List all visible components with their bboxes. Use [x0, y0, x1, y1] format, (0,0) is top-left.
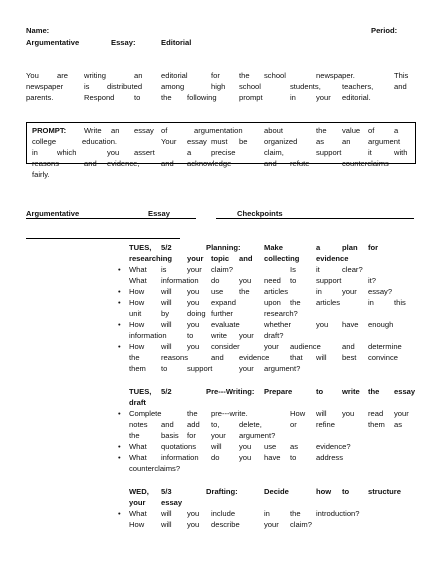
word: essay — [394, 387, 416, 396]
word: do — [211, 453, 220, 462]
header-rule-right — [216, 218, 414, 219]
word: Complete — [129, 409, 162, 418]
word: the — [161, 93, 172, 102]
word: essay? — [368, 287, 393, 296]
word: Your — [161, 137, 177, 146]
word: in — [290, 93, 296, 102]
word: quotations — [161, 442, 197, 451]
word: support — [316, 276, 342, 285]
word: high — [211, 82, 226, 91]
word: What — [129, 453, 147, 462]
word: students, — [290, 82, 321, 91]
word: and — [84, 159, 97, 168]
word: collecting — [264, 254, 300, 263]
word: argument? — [264, 364, 301, 373]
word: editorial — [161, 71, 188, 80]
word: information — [161, 453, 199, 462]
word: a — [187, 148, 192, 157]
word: distributed — [107, 82, 143, 91]
bullet-dot: • — [118, 287, 121, 296]
word: have — [264, 453, 281, 462]
word: organized — [264, 137, 298, 146]
word: acknowledge — [187, 159, 232, 168]
word: are — [57, 71, 68, 80]
word: describe — [211, 520, 240, 529]
word: as — [290, 442, 299, 451]
word: essay — [161, 498, 183, 507]
word: it? — [368, 276, 377, 285]
word: about — [264, 126, 284, 135]
word: read — [368, 409, 384, 418]
word: an — [342, 137, 351, 146]
word: you — [107, 148, 120, 157]
word: refute — [290, 159, 310, 168]
word: for — [211, 71, 220, 80]
word: further — [211, 309, 233, 318]
word: do — [211, 276, 220, 285]
word: articles — [264, 287, 289, 296]
word: you — [239, 442, 252, 451]
word: the — [290, 298, 301, 307]
word: editorial. — [342, 93, 371, 102]
word: argumentation — [194, 126, 243, 135]
word: support — [187, 364, 213, 373]
word: to — [187, 331, 194, 340]
word: an — [134, 71, 143, 80]
word: Drafting: — [206, 487, 238, 496]
bullet-line — [0, 465, 440, 476]
word: you — [187, 287, 200, 296]
word: have — [342, 320, 359, 329]
word: You — [26, 71, 39, 80]
word: and — [239, 254, 253, 263]
word: an — [111, 126, 120, 135]
word: fairly. — [32, 170, 50, 179]
word: the — [187, 409, 198, 418]
subtitle-word: Essay: — [111, 38, 136, 47]
word: of — [161, 126, 168, 135]
word: will — [161, 298, 172, 307]
word: it — [368, 148, 372, 157]
subtitle-word: Argumentative — [26, 38, 80, 47]
word: use — [211, 287, 224, 296]
word: information — [161, 276, 199, 285]
word: by — [161, 309, 170, 318]
prompt-line — [0, 160, 440, 171]
word: How — [129, 320, 145, 329]
word: to — [161, 364, 168, 373]
word: expand — [211, 298, 236, 307]
word: whether — [264, 320, 292, 329]
word: introduction? — [316, 509, 360, 518]
word: your — [264, 342, 279, 351]
word: you — [316, 320, 329, 329]
word: determine — [368, 342, 402, 351]
word: you — [187, 298, 200, 307]
word: to — [290, 453, 297, 462]
word: will — [161, 320, 172, 329]
word: your — [264, 520, 279, 529]
word: must — [211, 137, 228, 146]
word: this — [394, 298, 406, 307]
word: argument — [368, 137, 401, 146]
word: refine — [316, 420, 335, 429]
word: 5/2 — [161, 243, 172, 252]
word: following — [187, 93, 217, 102]
word: in — [316, 287, 322, 296]
bullet-dot: • — [118, 509, 121, 518]
word: your — [342, 287, 357, 296]
bullet-dot: • — [118, 265, 121, 274]
word: notes — [129, 420, 148, 429]
word: will — [211, 442, 222, 451]
bullet-dot: • — [118, 320, 121, 329]
bullet-dot: • — [118, 453, 121, 462]
word: add — [187, 420, 200, 429]
bullet-dot: • — [118, 342, 121, 351]
word: What — [129, 442, 147, 451]
word: precise — [211, 148, 236, 157]
word: audience — [290, 342, 321, 351]
word: enough — [368, 320, 394, 329]
word: Make — [264, 243, 283, 252]
checkpoints-title: Checkpoints — [237, 209, 283, 218]
word: your — [239, 364, 254, 373]
word: among — [161, 82, 185, 91]
word: Respond — [84, 93, 115, 102]
word: Is — [290, 265, 296, 274]
word: with — [394, 148, 408, 157]
word: to, — [211, 420, 220, 429]
word: argument? — [239, 431, 276, 440]
prompt-line — [0, 171, 440, 182]
word: it — [316, 265, 320, 274]
word: them — [368, 420, 385, 429]
word: newspaper — [26, 82, 64, 91]
word: include — [211, 509, 236, 518]
subtitle-word: Editorial — [161, 38, 192, 47]
word: your — [187, 265, 202, 274]
word: writing — [84, 71, 106, 80]
word: as — [394, 420, 403, 429]
prompt-label: PROMPT: — [32, 126, 67, 135]
word: research? — [264, 309, 298, 318]
word: counterclaims — [342, 159, 389, 168]
word: evidence — [239, 353, 270, 362]
word: of — [368, 126, 375, 135]
section-title — [0, 388, 440, 399]
word: you — [187, 520, 200, 529]
word: researching — [129, 254, 173, 263]
word: evidence? — [316, 442, 351, 451]
word: evidence, — [107, 159, 140, 168]
section-title — [0, 488, 440, 499]
word: assert — [134, 148, 155, 157]
word: What — [129, 509, 147, 518]
word: claim? — [290, 520, 312, 529]
word: you — [342, 409, 355, 418]
word: teachers, — [342, 82, 374, 91]
word: plan — [342, 243, 358, 252]
word: you — [239, 276, 252, 285]
word: counterclaims? — [129, 464, 181, 473]
word: that — [290, 353, 303, 362]
word: will — [161, 287, 172, 296]
word: how — [316, 487, 332, 496]
header-word: Essay — [148, 209, 170, 218]
checkpoints-header — [0, 210, 440, 221]
word: basis — [161, 431, 179, 440]
word: will — [316, 409, 327, 418]
word: How — [129, 520, 145, 529]
word: you — [187, 342, 200, 351]
header-rule-left — [26, 218, 196, 219]
word: clear? — [342, 265, 363, 274]
word: write — [211, 331, 228, 340]
word: What — [129, 265, 147, 274]
word: your — [316, 93, 331, 102]
word: to — [290, 276, 297, 285]
word: or — [290, 420, 297, 429]
word: you — [239, 453, 252, 462]
word: will — [161, 509, 172, 518]
word: address — [316, 453, 344, 462]
word: and — [161, 420, 174, 429]
word: to — [342, 487, 350, 496]
word: delete, — [239, 420, 262, 429]
word: 5/2 — [161, 387, 172, 396]
word: which — [57, 148, 77, 157]
word: evaluate — [211, 320, 240, 329]
word: WED, — [129, 487, 149, 496]
word: your — [239, 331, 254, 340]
word: in — [368, 298, 374, 307]
word: and — [394, 82, 407, 91]
bullet-line — [0, 365, 440, 376]
word: school — [239, 82, 261, 91]
word: What — [129, 276, 147, 285]
word: topic — [211, 254, 230, 263]
bullet-dot: • — [118, 298, 121, 307]
word: and — [264, 159, 277, 168]
section-rule — [26, 238, 180, 239]
word: best — [342, 353, 357, 362]
word: a — [316, 243, 321, 252]
word: your — [129, 498, 146, 507]
word: claim? — [211, 265, 233, 274]
word: as — [316, 137, 325, 146]
word: draft? — [264, 331, 284, 340]
bullet-line — [0, 443, 440, 454]
word: the — [239, 287, 250, 296]
word: education. — [82, 137, 118, 146]
word: Planning: — [206, 243, 241, 252]
bullet-line — [0, 354, 440, 365]
word: to — [316, 387, 324, 396]
word: and — [161, 159, 174, 168]
word: value — [342, 126, 361, 135]
word: school — [264, 71, 286, 80]
word: claim, — [264, 148, 284, 157]
word: and — [211, 353, 224, 362]
word: need — [264, 276, 281, 285]
word: you — [187, 320, 200, 329]
bullet-dot: • — [118, 409, 121, 418]
word: reasons — [32, 159, 60, 168]
word: essay — [187, 137, 207, 146]
word: essay — [134, 126, 154, 135]
word: upon — [264, 298, 281, 307]
document-subtitle — [0, 39, 440, 50]
word: Pre---Writing: — [206, 387, 255, 396]
word: How — [129, 287, 145, 296]
word: TUES, — [129, 387, 152, 396]
word: for — [187, 431, 196, 440]
word: college — [32, 137, 57, 146]
header-word: Argumentative — [26, 209, 80, 218]
word: your — [394, 409, 409, 418]
word: to — [134, 93, 141, 102]
word: for — [368, 243, 379, 252]
word: is — [161, 265, 167, 274]
word: structure — [368, 487, 401, 496]
name-label: Name: — [26, 26, 50, 35]
word: will — [161, 342, 172, 351]
word: Prepare — [264, 387, 293, 396]
word: How — [129, 342, 145, 351]
word: articles — [316, 298, 341, 307]
word: evidence — [316, 254, 349, 263]
bullet-dot: • — [118, 442, 121, 451]
word: will — [161, 520, 172, 529]
word: How — [129, 298, 145, 307]
period-label: Period: — [371, 26, 398, 35]
word: a — [394, 126, 399, 135]
word: prompt — [239, 93, 263, 102]
word: information — [129, 331, 167, 340]
word: reasons — [161, 353, 189, 362]
intro-line — [0, 94, 440, 105]
word: and — [342, 342, 355, 351]
word: write — [342, 387, 360, 396]
word: your — [187, 254, 204, 263]
word: draft — [129, 398, 146, 407]
word: be — [239, 137, 248, 146]
word: in — [32, 148, 38, 157]
bullet-line — [0, 454, 440, 465]
word: your — [211, 431, 226, 440]
word: them — [129, 364, 146, 373]
word: the — [290, 509, 301, 518]
word: will — [316, 353, 327, 362]
word: use — [264, 442, 277, 451]
word: How — [290, 409, 306, 418]
word: Write — [84, 126, 102, 135]
word: pre---write. — [211, 409, 248, 418]
word: is — [84, 82, 90, 91]
word: consider — [211, 342, 240, 351]
word: doing — [187, 309, 206, 318]
word: support — [316, 148, 342, 157]
word: the — [368, 387, 380, 396]
word: parents. — [26, 93, 54, 102]
word: the — [316, 126, 327, 135]
word: TUES, — [129, 243, 152, 252]
intro-line — [0, 83, 440, 94]
word: convince — [368, 353, 398, 362]
word: Decide — [264, 487, 289, 496]
word: the — [129, 431, 140, 440]
word: newspaper. — [316, 71, 355, 80]
word: the — [239, 71, 250, 80]
word: 5/3 — [161, 487, 172, 496]
word: you — [187, 509, 200, 518]
word: unit — [129, 309, 142, 318]
word: in — [264, 509, 270, 518]
bullet-line — [0, 521, 440, 532]
word: the — [129, 353, 140, 362]
word: This — [394, 71, 409, 80]
